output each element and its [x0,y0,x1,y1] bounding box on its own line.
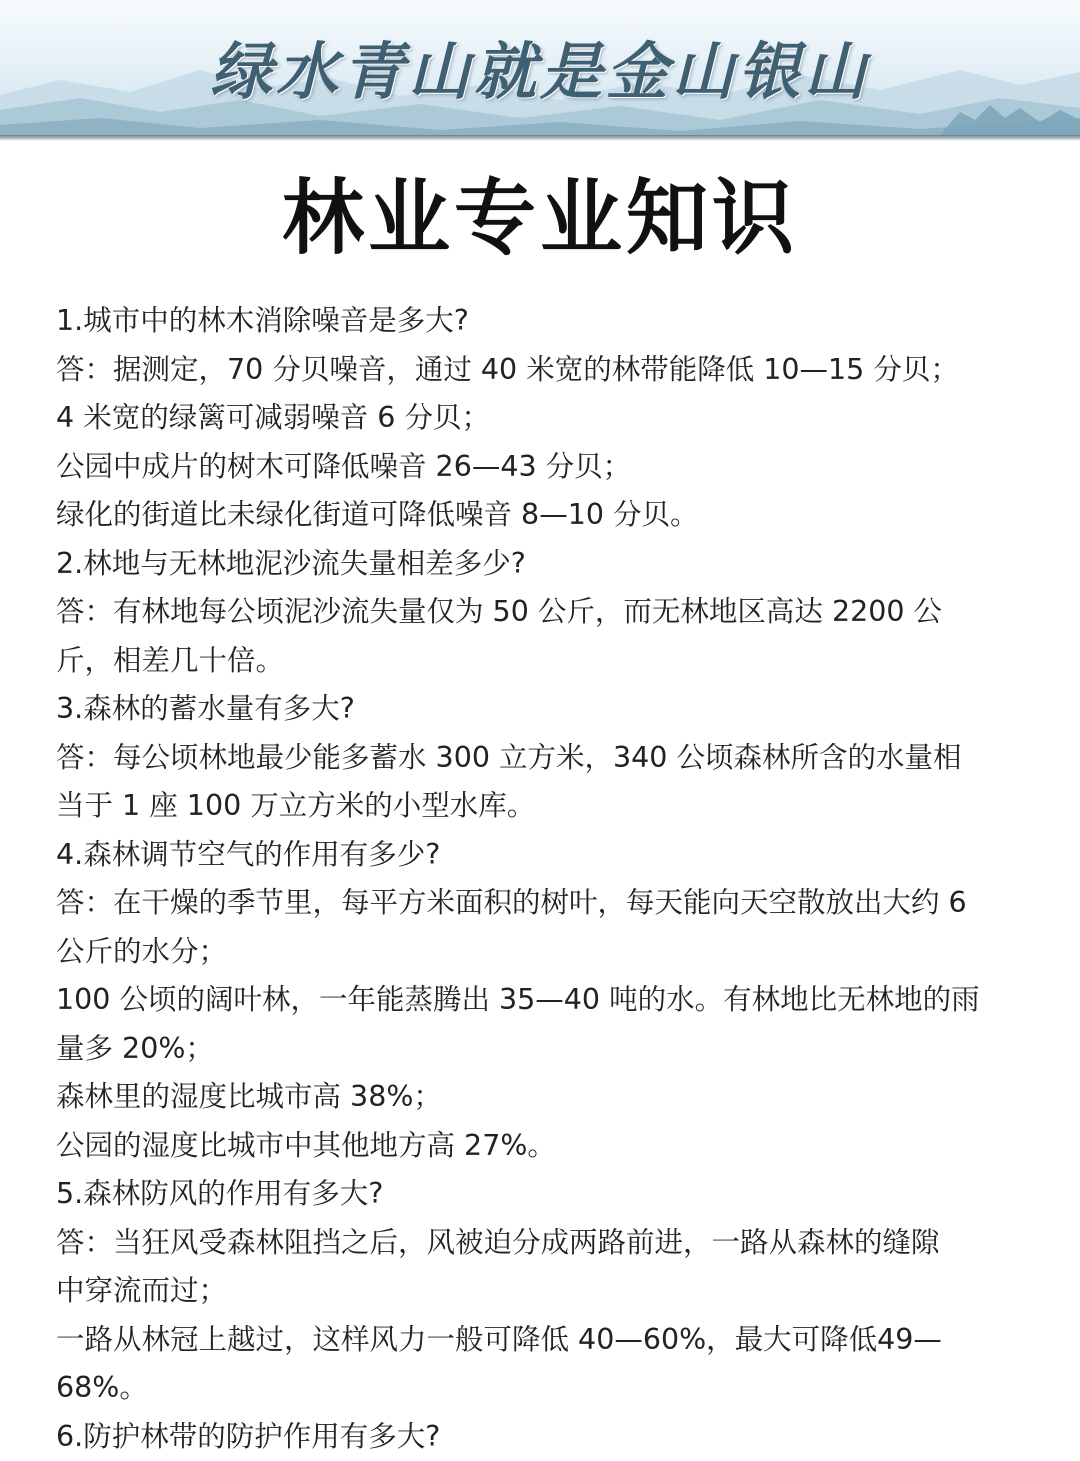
text-line: 答：当狂风受森林阻挡之后，风被迫分成两路前进，一路从森林的缝隙 [56,1219,1024,1268]
text-line: 4 米宽的绿篱可减弱噪音 6 分贝； [56,394,1024,443]
text-line: 公园中成片的树木可降低噪音 26—43 分贝； [56,443,1024,492]
page-title: 林业专业知识 [0,169,1080,269]
article-body [0,297,1080,1461]
text-line: 一路从林冠上越过，这样风力一般可降低 40—60%，最大可降低49— [56,1316,1024,1365]
text-line: 答：有林地每公顷泥沙流失量仅为 50 公斤，而无林地区高达 2200 公 [56,588,1024,637]
banner-slogan: 绿水青山就是金山银山 [0,22,1080,111]
text-line: 6.防护林带的防护作用有多大? [56,1413,1024,1461]
header-banner [0,0,1080,135]
text-line: 公园的湿度比城市中其他地方高 27%。 [56,1122,1024,1171]
text-line: 68%。 [56,1364,1024,1413]
text-line: 答：据测定，70 分贝噪音，通过 40 米宽的林带能降低 10—15 分贝； [56,346,1024,395]
text-line: 答：在干燥的季节里，每平方米面积的树叶，每天能向天空散放出大约 6 [56,879,1024,928]
banner-divider [0,135,1080,141]
text-line: 量多 20%； [56,1025,1024,1074]
text-line: 100 公顷的阔叶林，一年能蒸腾出 35—40 吨的水。有林地比无林地的雨 [56,976,1024,1025]
text-line: 斤，相差几十倍。 [56,637,1024,686]
text-line: 5.森林防风的作用有多大? [56,1170,1024,1219]
text-line: 3.森林的蓄水量有多大? [56,685,1024,734]
text-line: 森林里的湿度比城市高 38%； [56,1073,1024,1122]
text-line: 当于 1 座 100 万立方米的小型水库。 [56,782,1024,831]
text-line: 4.森林调节空气的作用有多少? [56,831,1024,880]
text-line: 公斤的水分； [56,928,1024,977]
text-line: 2.林地与无林地泥沙流失量相差多少? [56,540,1024,589]
text-line: 绿化的街道比未绿化街道可降低噪音 8—10 分贝。 [56,491,1024,540]
text-line: 中穿流而过； [56,1267,1024,1316]
text-line: 答：每公顷林地最少能多蓄水 300 立方米，340 公顷森林所含的水量相 [56,734,1024,783]
text-line: 1.城市中的林木消除噪音是多大? [56,297,1024,346]
